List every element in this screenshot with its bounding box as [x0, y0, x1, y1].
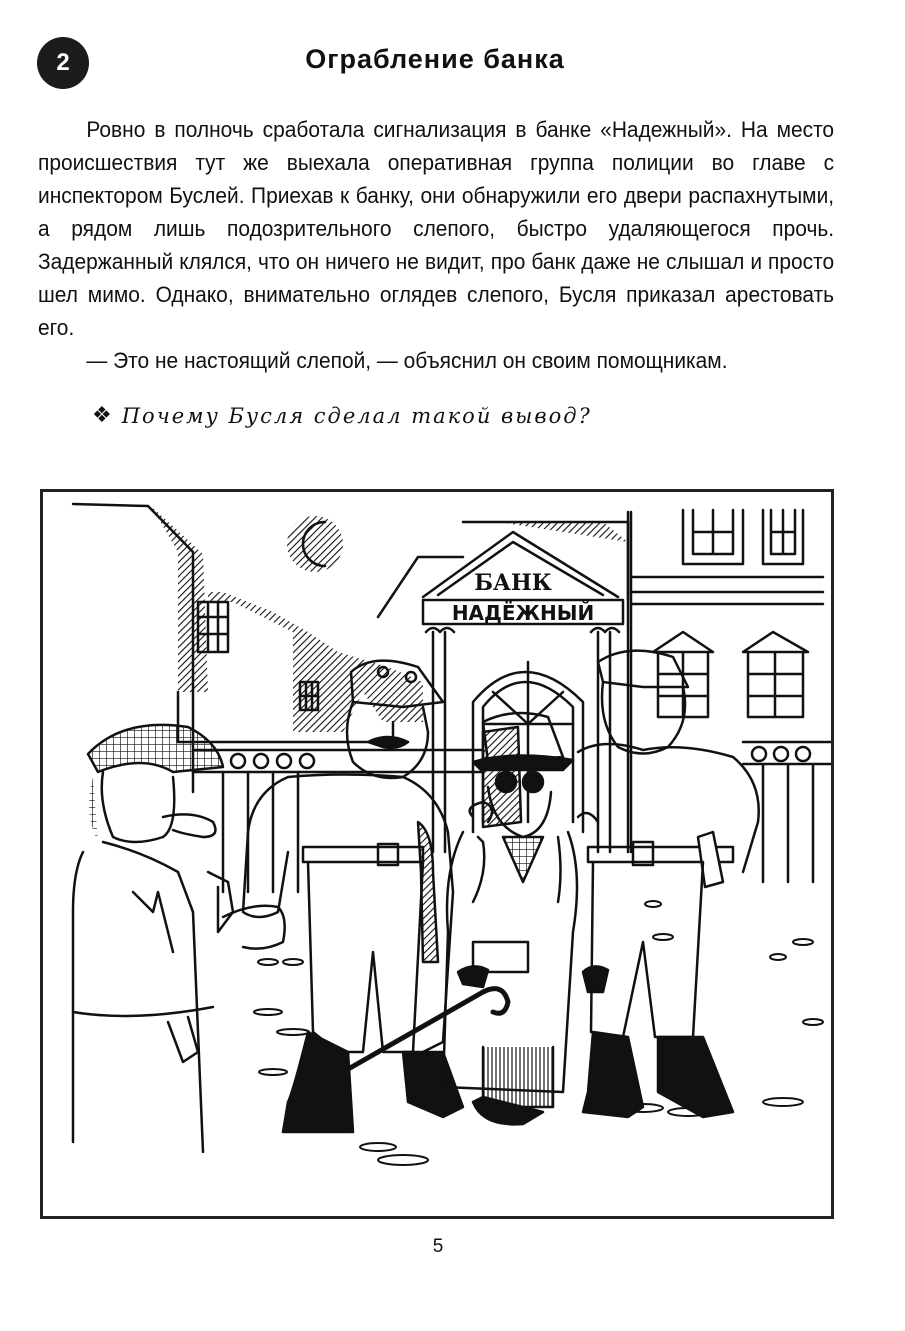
page-number: 5	[432, 1236, 444, 1257]
question	[92, 403, 592, 428]
story-paragraph: — Это не настоящий слепой, — объяснил он своим помощникам.	[86, 348, 728, 373]
svg-text:НАДЁЖНЫЙ: НАДЁЖНЫЙ	[451, 601, 595, 625]
question-text: Почему Бусля сделал такой вывод?	[121, 403, 592, 428]
page-title: Ограбление банка	[305, 44, 565, 74]
task-number-badge: 2	[37, 37, 89, 89]
story-text	[38, 113, 834, 377]
story-paragraph: Ровно в полночь сработала сигнализация в банке «Надежный». На место происшествия тут же выехала оперативная группа полиции во главе с инспектором Буслей. Приехав к банку, они обнаружили его двери распахнутыми, а рядом лишь подозрительного слепого, быстро удаляющегося прочь. Задержанный клялся, что он ничего не видит, про банк даже не слышал и просто шел мимо. Однако, внимательно оглядев слепого, Бусля приказал арестовать его.	[38, 117, 835, 340]
svg-text:БАНК: БАНК	[474, 570, 552, 596]
illustration-drawing	[43, 492, 831, 1216]
illustration	[40, 489, 834, 1219]
four-diamonds-icon: ❖	[92, 403, 112, 428]
